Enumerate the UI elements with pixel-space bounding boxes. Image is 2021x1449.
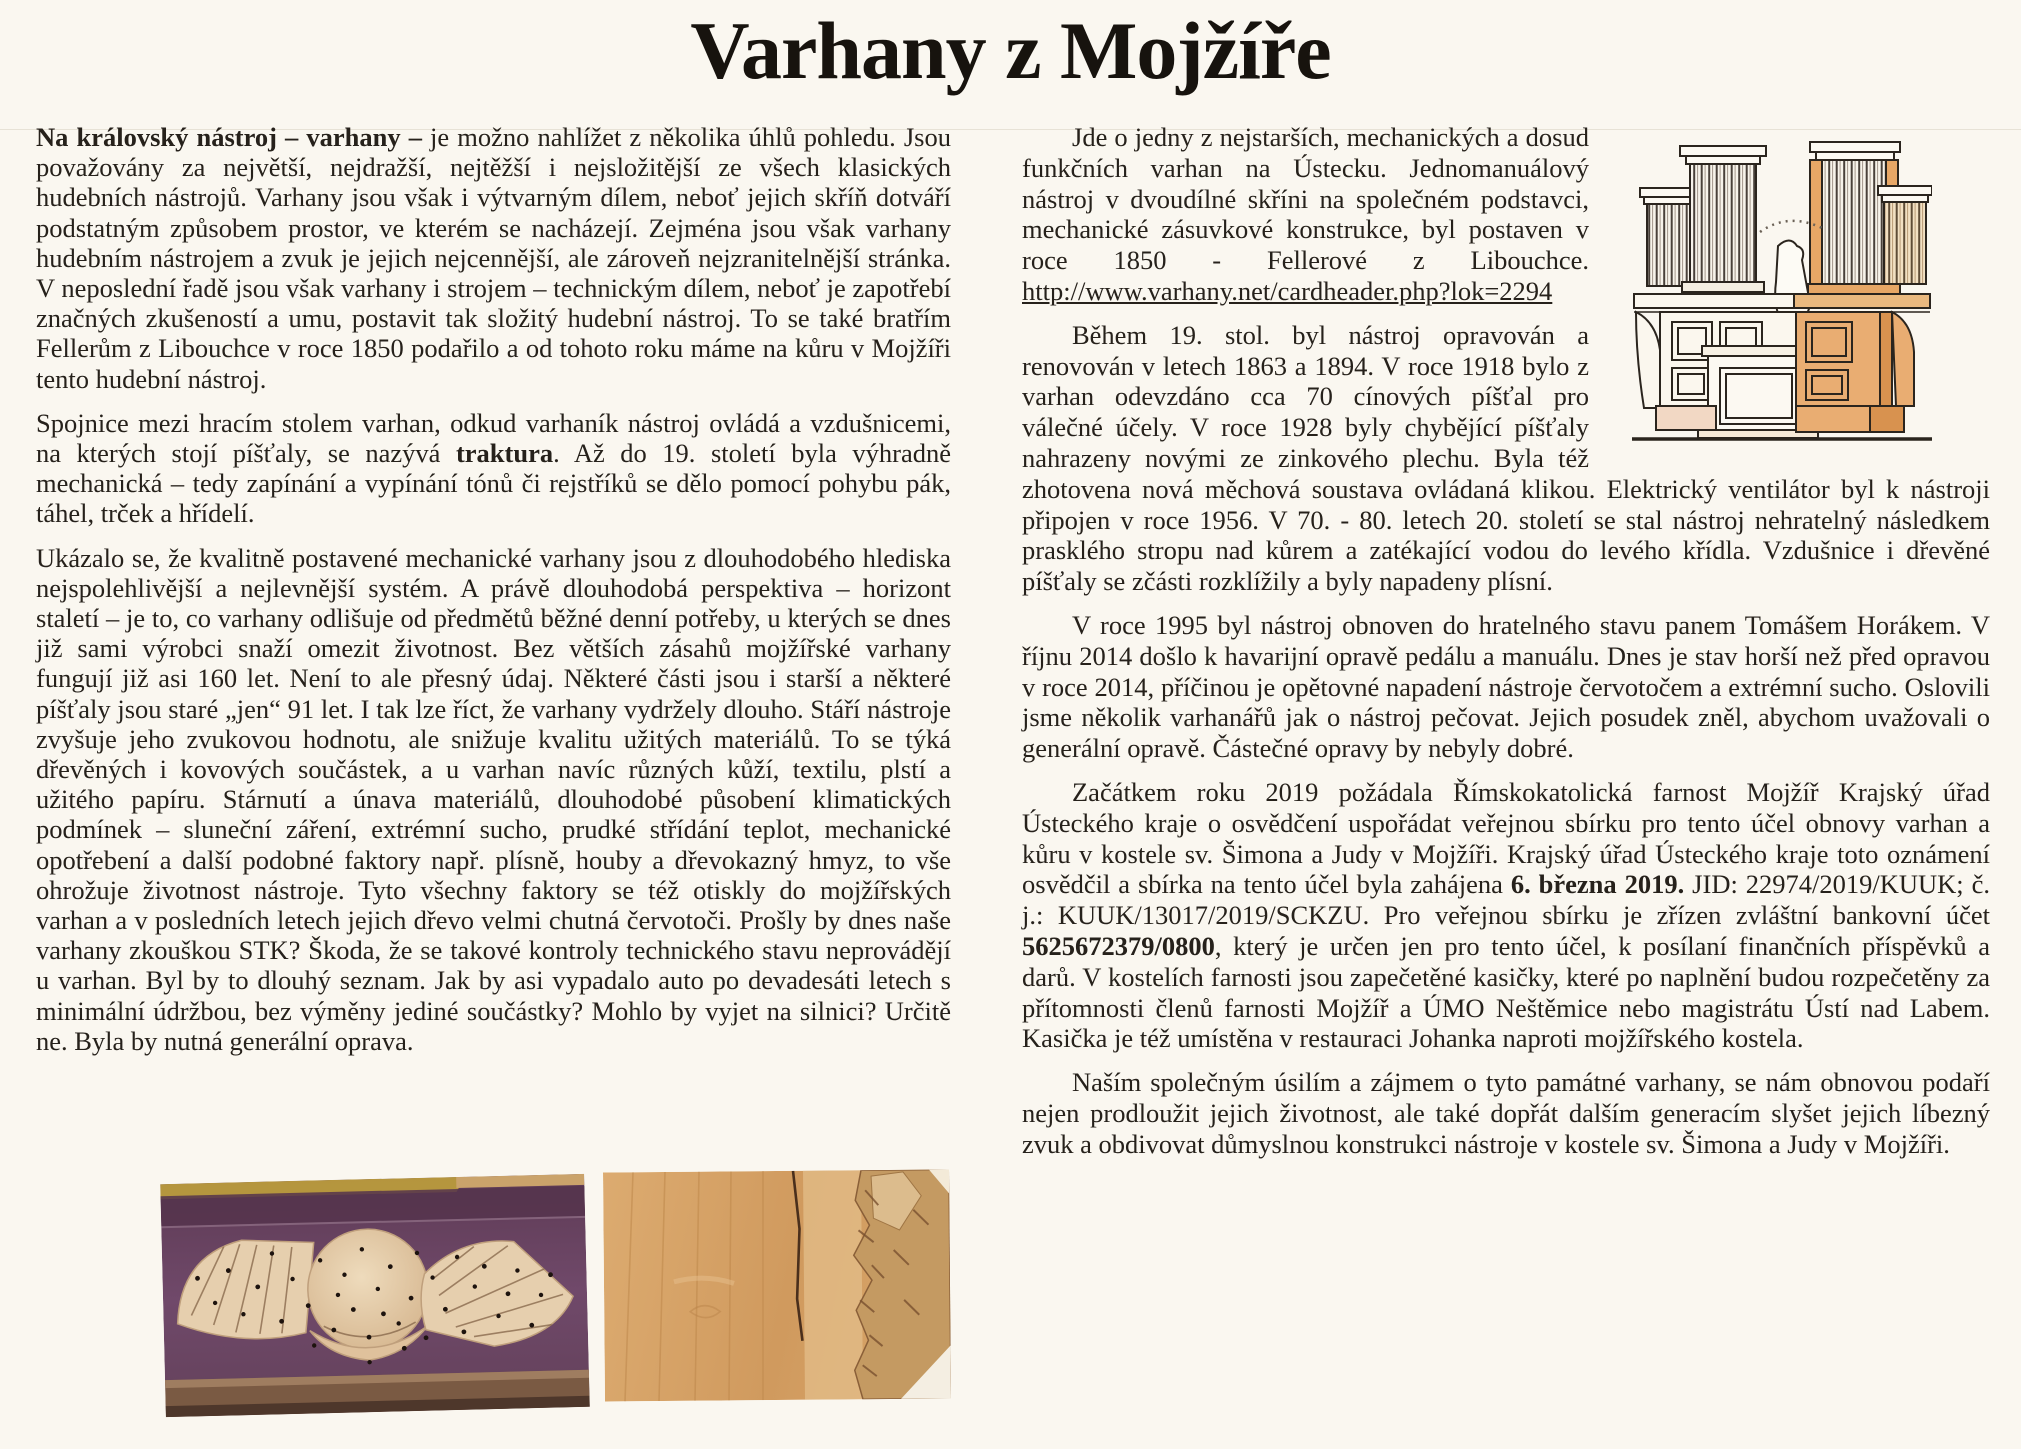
paragraph [36,543,951,1056]
left-console-bracket [1636,312,1662,408]
body-text: Spojnice mezi hracím stolem varhan, odkud varhaník nástroj ovládá a vzdušnicemi, na kterých stojí píšťaly, se nazývá [36,407,951,469]
article-title: Varhany z Mojžíře [690,5,1331,96]
organ-left-main-tower [1680,146,1766,292]
emphasized-text: 5625672379/0800 [1022,930,1215,961]
organ-right-outer-tower [1878,186,1932,284]
body-text: Začátkem roku 2019 požádala Římskokatolická farnost Mojžíř Krajský úřad Ústeckého kraje o osvědčení uspořádat veřejnou sbírku pro tento účel obnovy varhan a kůru v kostele sv. Šimona a Judy v Mojžíři. Krajský úřad Ústeckého kraje toto oznámení osvědčil a sbírka na tento účel byla zahájena [1022,776,1990,900]
paragraph [36,408,951,529]
photo-damaged-wood-plank [603,1169,951,1401]
paragraph [1022,777,1990,1054]
body-text: Během 19. stol. byl nástroj opravován a renovován v letech 1863 a 1894. V roce 1918 bylo z varhan odevzdáno cca 70 cínových píšťal pro válečné účely. V roce 1928 byly chybějící píšťaly nahrazeny novými ze zinkového plechu. Byla též zhotovena nová měchová soustava ovládaná klikou. Elektrický ventilátor byl k nástroji připojen v roce 1956. V 70. - 80. letech 20. století se stal nástroj nehratelný následkem prasklého stropu nad kůrem a zatékající vodou do levého křídla. Vzdušnice i dřevěné píšťaly se zčásti rozklížily a byly napadeny plísní. [1022,319,1990,597]
body-text: Naším společným úsilím a zájmem o tyto památné varhany, se nám obnovou podaří nejen prodloužit jejich životnost, ale také dopřát dalším generacím slyšet jejich líbezný zvuk a obdivovat důmyslnou konstrukci nástroje v kostele sv. Šimona a Judy v Mojžíři. [1022,1067,1990,1159]
right-console-bracket [1892,312,1914,406]
left-column [36,122,951,1070]
body-text: V roce 1995 byl nástroj obnoven do hratelného stavu panem Tomášem Horákem. V říjnu 2014 došlo k havarijní opravě pedálu a manuálu. Dnes je stav horší než před opravou v roce 2014, příčinou je opětovné napadení nástroje červotočem a extrémní sucho. Oslovili jsme několik varhanářů jak o nástroj pečovat. Jejich posudek zněl, abychom uvažovali o generální opravě. Částečné opravy by nebyly dobré. [1022,609,1990,764]
right-column [1022,122,1990,1173]
printed-url-link[interactable]: http://www.varhany.net/cardheader.php?lok=2294 [1022,275,1553,306]
paragraph [1022,1067,1990,1159]
paragraph [36,122,951,394]
paragraph [1022,610,1990,764]
emphasized-text: Na královský nástroj – varhany – [36,122,422,152]
emphasized-text: 6. března 2019. [1510,869,1685,900]
body-text: . Až do 19. století byla výhradně mechanická – tedy zapínání a vypínání tónů či rejstříků se dělo pomocí pohybu pák, táhel, trček a hřídelí. [36,438,952,529]
body-text: Ukázalo se, že kvalitně postavené mechanické varhany jsou z dlouhodobého hlediska nejspolehlivější a nejlevnější systém. A právě dlouhodobá perspektiva – horizont staletí – je to, co varhany odlišuje od předmětů běžné denní potřeby, u kterých se dnes již sami výrobci snaží omezit životnost. Bez větších zásahů mojžířské varhany fungují již asi 160 let. Není to ale přesný údaj. Některé části jsou i starší a některé píšťaly jsou staré „jen“ 91 let. I tak lze říct, že varhany vydržely dlouho. Stáří nástroje zvyšuje jeho zvukovou hodnotu, ale snižuje kvalitu užitých materiálů. To se týká dřevěných i kovových součástek, a u varhan navíc různých kůží, textilu, plstí a užitého papíru. Stárnutí a únava materiálů, dlouhodobé působení klimatických podmínek – sluneční záření, extrémní sucho, prudké střídání teplot, mechanické opotřebení a další podobné faktory např. plísně, houby a dřevokazný hmyz, to vše ohrožuje životnost nástroje. Tyto všechny faktory se též otiskly do mojžířských varhan a v posledních letech jejich dřevo velmi chutná červotoči. Prošly by dnes naše varhany zkouškou STK? Škoda, že se takové kontroly technického stavu neprovádějí u varhan. Byl by to dlouhý seznam. Jak by asi vypadalo auto po devadesáti letech s minimální údržbou, bez výměny jediné součástky? Mohlo by vyjet na silnici? Určitě ne. Byla by nutná generální oprava. [36,542,951,1056]
body-text: Jde o jedny z nejstarších, mechanických a dosud funkčních varhan na Ústecku. Jednomanuálový nástroj v dvoudílné skříni na společném podstavci, mechanické zásuvkové konstrukce, byl postaven v roce 1850 - Fellerové z Libouchce. [1022,122,1589,276]
photo-carved-ornament-woodworm [160,1174,590,1417]
body-text: , který je určen jen pro tento účel, k posílaní finančních příspěvků a darů. V kostelích farnosti jsou zapečetěné kasičky, které po naplnění budou rozpečetěny za přítomnosti členů farnosti Mojžíř a ÚMO Neštěmice nebo magistrátu Ústí nad Labem. Kasička je též umístěna v restauraci Johanka naproti mojžířského kostela. [1022,930,1990,1054]
emphasized-text: traktura [455,438,554,469]
body-text: JID: 22974/2019/KUUK; č. j.: KUUK/13017/2019/SCKZU. Pro veřejnou sbírku je zřízen zvláštní bankovní účet [1022,869,1990,931]
body-text: je možno nahlížet z několika úhlů pohledu. Jsou považovány za největší, nejdražší, nejtěžší i nejsložitější ze všech klasických hudebních nástrojů. Varhany jsou však i výtvarným dílem, neboť jejich skříň dotváří podstatným způsobem prostor, ve kterém se nacházejí. Zejména jsou však varhany hudebním nástrojem a zvuk je jejich nejcennější, ale zároveň nejzranitelnější stránka. V neposlední řadě jsou však varhany i strojem – technickým dílem, neboť je zapotřebí značných zkušeností a umu, postavit tak složitý hudební nástroj. To se také bratřím Fellerům z Libouchce v roce 1850 podařilo a od tohoto roku máme na kůru v Mojžíři tento hudební nástroj. [36,122,951,394]
organ-illustration [1605,126,1990,442]
